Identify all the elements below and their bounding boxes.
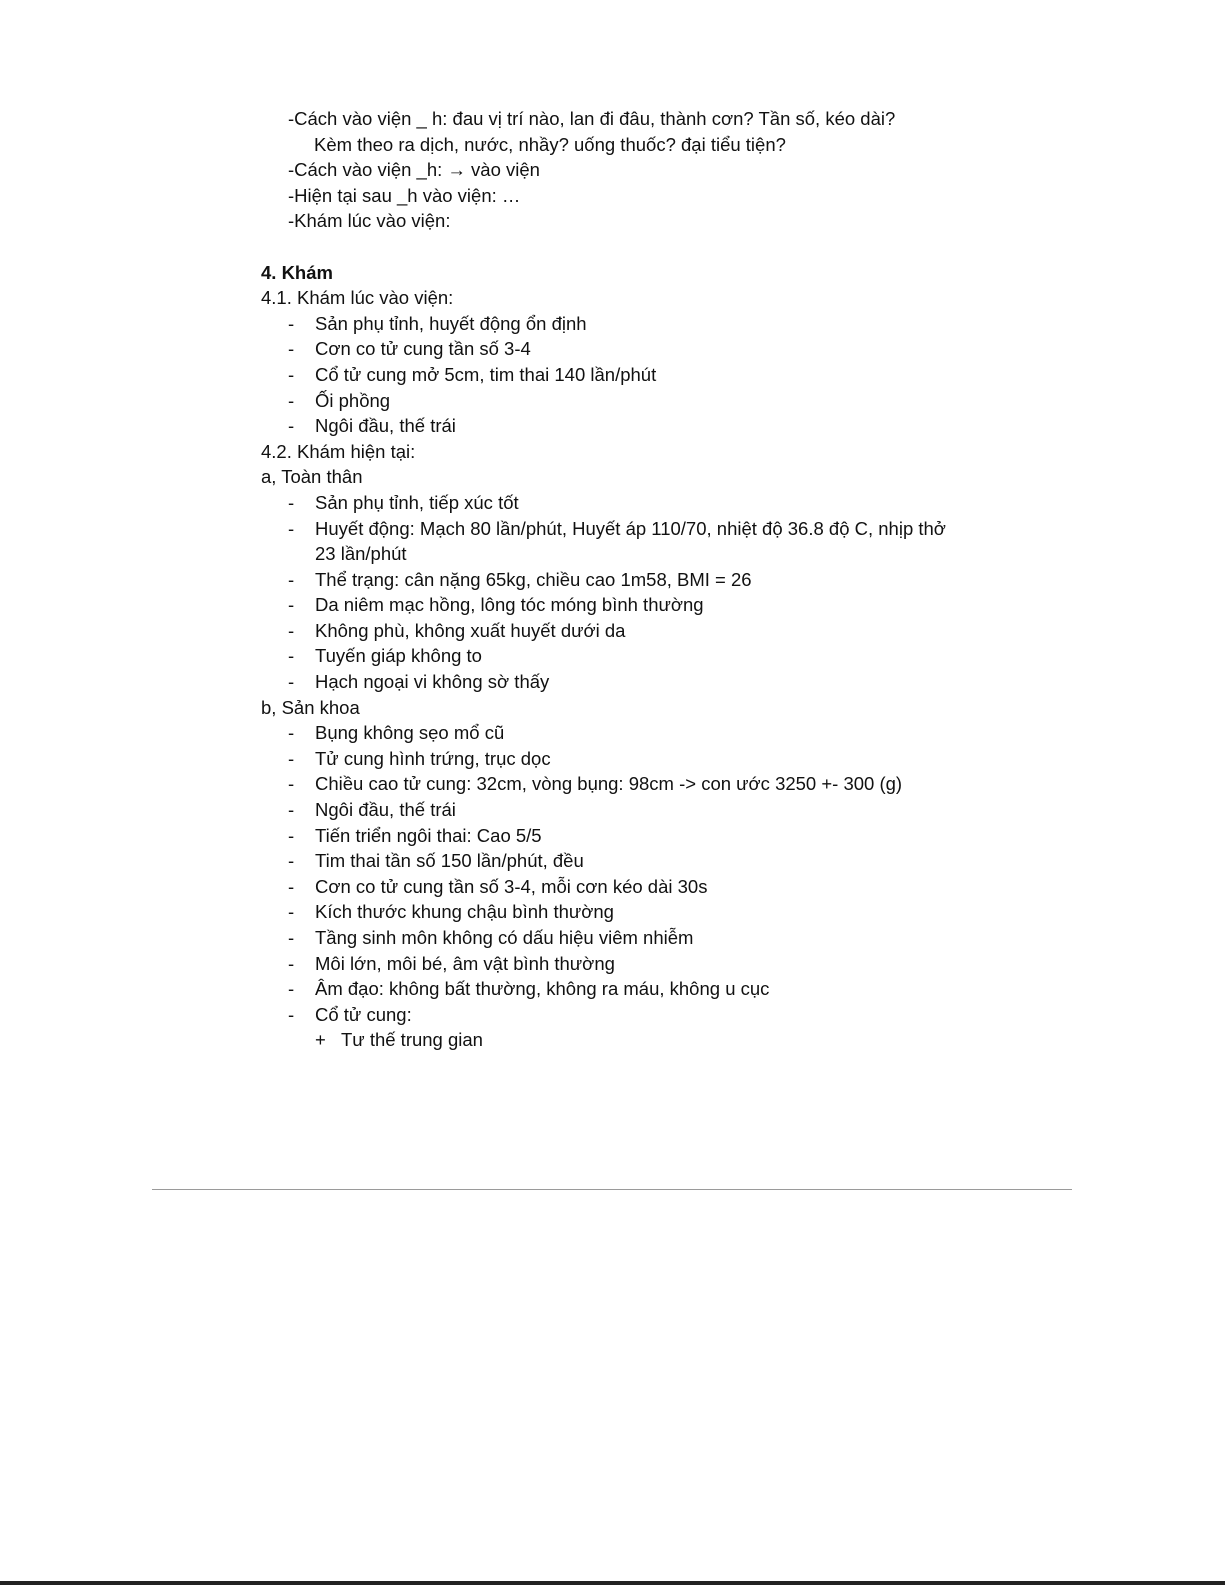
list-item bbox=[261, 925, 961, 951]
bullet-dash: - bbox=[288, 824, 295, 846]
list-item bbox=[261, 362, 961, 388]
section-heading-exam: 4. Khám bbox=[261, 261, 333, 283]
list-item bbox=[261, 823, 961, 849]
page-divider bbox=[152, 1189, 1072, 1190]
bottom-edge-divider bbox=[0, 1581, 1225, 1585]
list-item-text: Sản phụ tỉnh, huyết động ổn định bbox=[315, 312, 587, 334]
list-item-text: Tầng sinh môn không có dấu hiệu viêm nhiễm bbox=[315, 927, 694, 948]
bullet-dash: - bbox=[288, 850, 295, 872]
list-item bbox=[261, 720, 961, 746]
blank-line bbox=[261, 234, 961, 260]
admission-exam-list bbox=[261, 311, 961, 439]
list-item-text: Tiến triển ngôi thai: Cao 5/5 bbox=[315, 824, 542, 846]
list-item bbox=[261, 567, 961, 593]
list-item bbox=[261, 899, 961, 925]
list-item bbox=[261, 669, 961, 695]
list-item bbox=[261, 771, 961, 797]
subsection-heading-admission-exam: 4.1. Khám lúc vào viện: bbox=[261, 287, 454, 309]
list-item-text: Ối phồng bbox=[315, 389, 391, 411]
list-item bbox=[261, 643, 961, 669]
bullet-plus: + bbox=[315, 1029, 326, 1051]
list-item-text: Môi lớn, môi bé, âm vật bình thường bbox=[315, 952, 615, 974]
list-item-text: Âm đạo: không bất thường, không ra máu, không u cục bbox=[315, 978, 770, 1000]
bullet-dash: - bbox=[288, 645, 295, 667]
list-item bbox=[261, 618, 961, 644]
list-item-text: Tử cung hình trứng, trục dọc bbox=[315, 747, 551, 769]
bullet-dash: - bbox=[288, 338, 295, 360]
list-item bbox=[261, 797, 961, 823]
bullet-dash: - bbox=[288, 594, 295, 616]
bullet-dash: - bbox=[288, 722, 295, 744]
bullet-dash: - bbox=[288, 415, 295, 437]
list-item bbox=[261, 388, 961, 414]
list-item bbox=[261, 311, 961, 337]
list-item-text: Tuyến giáp không to bbox=[315, 645, 482, 667]
list-item-text: Hạch ngoại vi không sờ thấy bbox=[315, 671, 550, 693]
subsection-heading-current-exam: 4.2. Khám hiện tại: bbox=[261, 440, 416, 462]
list-item bbox=[261, 874, 961, 900]
list-item bbox=[261, 490, 961, 516]
bullet-dash: - bbox=[288, 491, 295, 513]
list-item-text: Ngôi đầu, thế trái bbox=[315, 415, 456, 437]
bullet-dash: - bbox=[288, 363, 295, 385]
list-item bbox=[261, 413, 961, 439]
subsection-heading-general: a, Toàn thân bbox=[261, 466, 363, 488]
list-item-text: Tim thai tần số 150 lần/phút, đều bbox=[315, 850, 584, 872]
bullet-dash: - bbox=[288, 747, 295, 769]
document-body bbox=[261, 106, 961, 1053]
list-item bbox=[261, 516, 961, 567]
history-line-onset: -Cách vào viện _ h: đau vị trí nào, lan đi đâu, thành cơn? Tần số, kéo dài? bbox=[288, 108, 896, 129]
sub-list-item-text: Tư thế trung gian bbox=[341, 1029, 483, 1051]
list-item-text: Kích thước khung chậu bình thường bbox=[315, 901, 614, 923]
bullet-dash: - bbox=[288, 952, 295, 974]
list-item-text: Ngôi đầu, thế trái bbox=[315, 799, 456, 821]
sub-list-item bbox=[261, 1027, 961, 1053]
list-item bbox=[261, 336, 961, 362]
history-line-current: -Hiện tại sau _h vào viện: … bbox=[288, 184, 521, 206]
obstetric-exam-list bbox=[261, 720, 961, 1053]
bullet-dash: - bbox=[288, 517, 295, 539]
bullet-dash: - bbox=[288, 773, 295, 795]
list-item bbox=[261, 976, 961, 1002]
general-exam-list bbox=[261, 490, 961, 695]
bullet-dash: - bbox=[288, 389, 295, 411]
bullet-dash: - bbox=[288, 619, 295, 641]
list-item bbox=[261, 848, 961, 874]
bullet-dash: - bbox=[288, 901, 295, 923]
list-item-text: Cơn co tử cung tần số 3-4, mỗi cơn kéo dài 30s bbox=[315, 875, 708, 897]
list-item-text: Chiều cao tử cung: 32cm, vòng bụng: 98cm -> con ước 3250 +- 300 (g) bbox=[315, 773, 903, 795]
list-item-text: Cổ tử cung: bbox=[315, 1003, 412, 1025]
list-item bbox=[261, 1002, 961, 1028]
history-line-exam-on-admission: -Khám lúc vào viện: bbox=[288, 210, 451, 232]
bullet-dash: - bbox=[288, 927, 295, 948]
bullet-dash: - bbox=[288, 978, 295, 1000]
subsection-heading-obstetric: b, Sản khoa bbox=[261, 696, 360, 718]
bullet-dash: - bbox=[288, 312, 295, 334]
list-item-text: Huyết động: Mạch 80 lần/phút, Huyết áp 110/70, nhiệt độ 36.8 độ C, nhịp thở 23 lần/phút bbox=[315, 517, 946, 565]
list-item bbox=[261, 746, 961, 772]
bullet-dash: - bbox=[288, 1003, 295, 1025]
bullet-dash: - bbox=[288, 799, 295, 821]
list-item-text: Cơn co tử cung tần số 3-4 bbox=[315, 338, 531, 360]
list-item-text: Da niêm mạc hồng, lông tóc móng bình thường bbox=[315, 594, 704, 616]
list-item-text: Bụng không sẹo mổ cũ bbox=[315, 722, 505, 744]
history-line-admission: -Cách vào viện _h: → vào viện bbox=[288, 159, 540, 181]
list-item-text: Cổ tử cung mở 5cm, tim thai 140 lần/phút bbox=[315, 363, 657, 385]
bullet-dash: - bbox=[288, 875, 295, 897]
list-item-text: Sản phụ tỉnh, tiếp xúc tốt bbox=[315, 491, 519, 513]
list-item bbox=[261, 592, 961, 618]
bullet-dash: - bbox=[288, 568, 295, 590]
history-line-onset-continued: Kèm theo ra dịch, nước, nhầy? uống thuốc? đại tiểu tiện? bbox=[314, 133, 786, 155]
list-item-text: Thể trạng: cân nặng 65kg, chiều cao 1m58, BMI = 26 bbox=[315, 568, 752, 590]
bullet-dash: - bbox=[288, 671, 295, 693]
list-item bbox=[261, 951, 961, 977]
list-item-text: Không phù, không xuất huyết dưới da bbox=[315, 619, 626, 641]
